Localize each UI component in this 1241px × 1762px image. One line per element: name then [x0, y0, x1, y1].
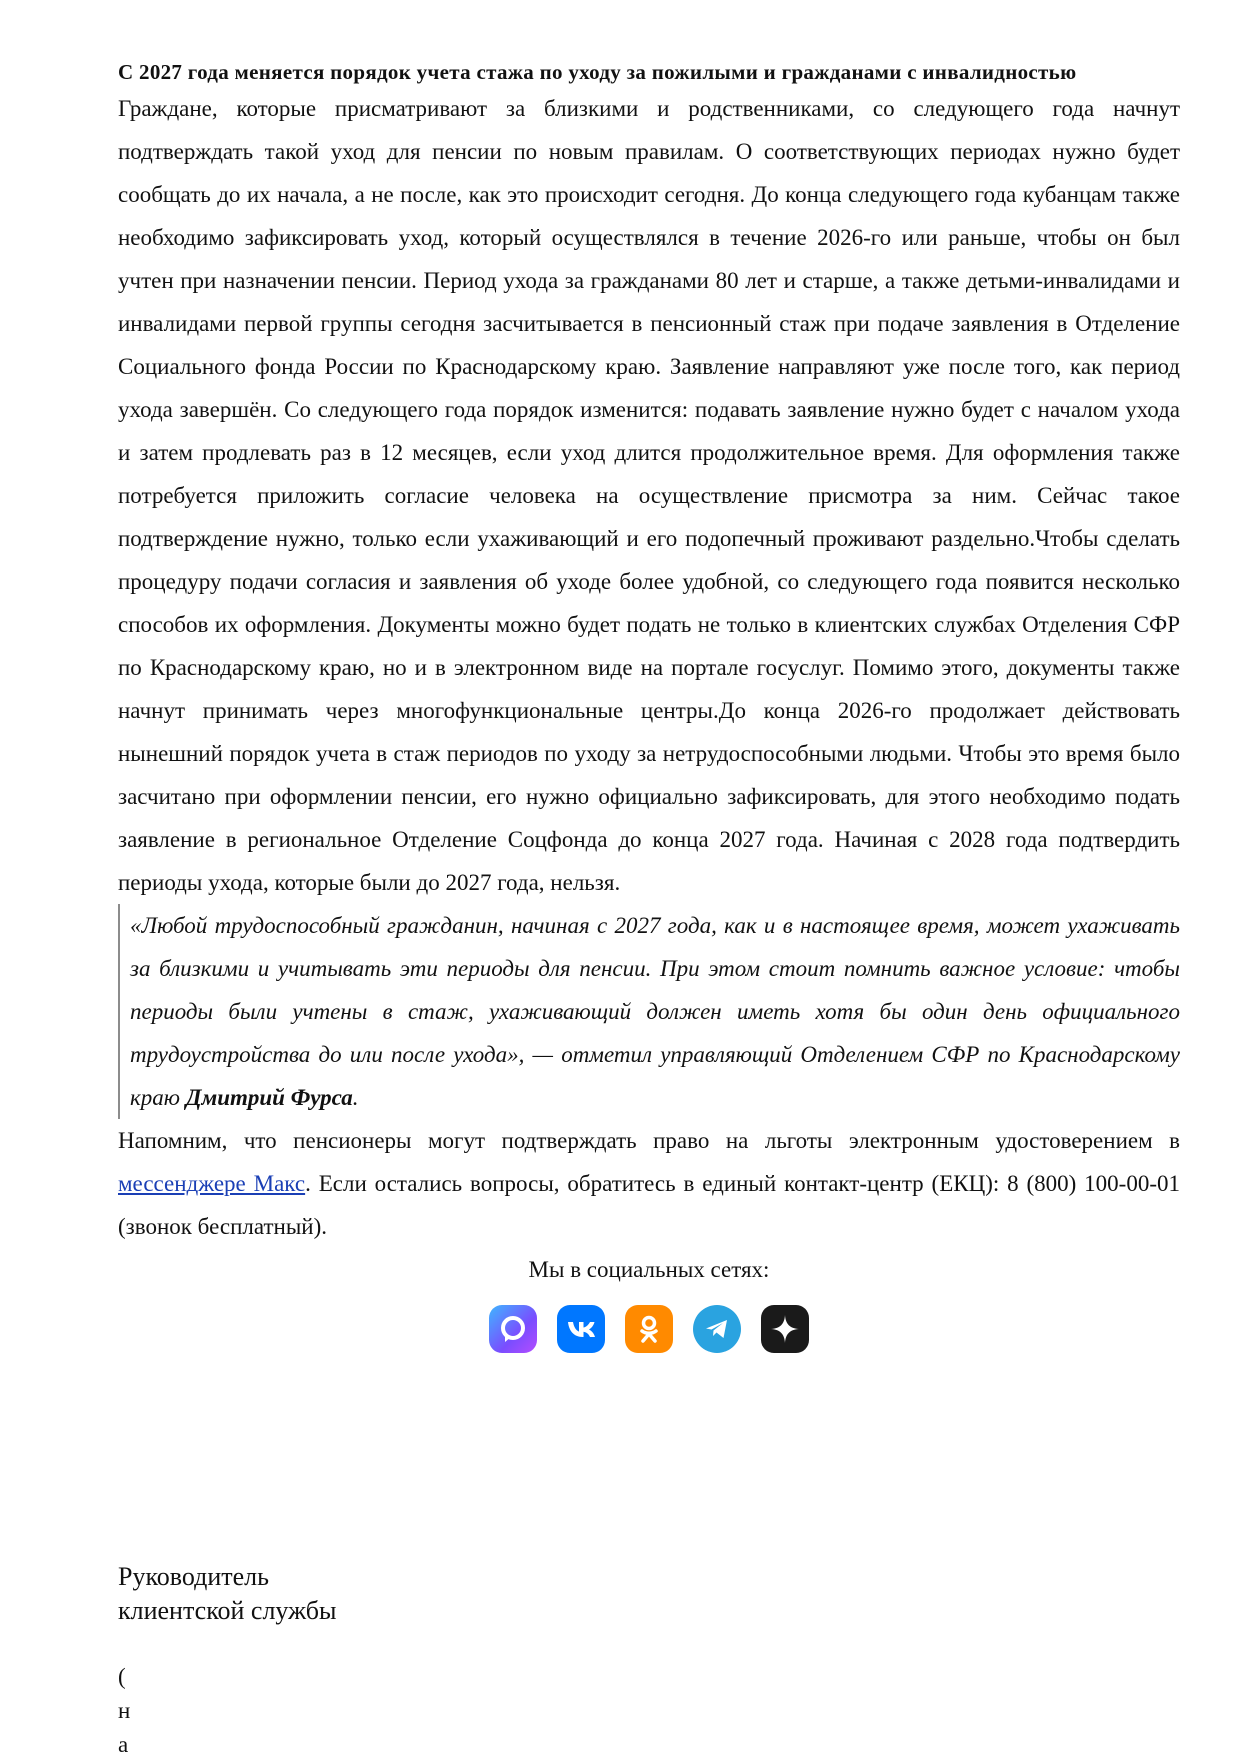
quote-block [118, 904, 1180, 1119]
article-title: С 2027 года меняется порядок учета стажа по уходу за пожилыми и гражданами с инвалидностью [118, 60, 1077, 84]
article [118, 58, 1180, 1353]
quote-end: . [352, 1085, 359, 1110]
reminder-paragraph [118, 1119, 1180, 1248]
vertical-char: ( [118, 1664, 126, 1689]
signature-position-line1: Руководитель [118, 1562, 269, 1591]
vertical-char: н [118, 1698, 131, 1723]
social-icons [118, 1305, 1180, 1353]
signature-block [118, 1560, 336, 1628]
max-icon[interactable] [489, 1305, 537, 1353]
social-title: Мы в социальных сетях: [528, 1257, 770, 1282]
reminder-text-before: Напомним, что пенсионеры могут подтверждать право на льготы электронным удостоверением в [118, 1128, 1180, 1153]
article-paragraph: Граждане, которые присматривают за близкими и родственниками, со следующего года начнут подтверждать такой уход для пенсии по новым правилам. О соответствующих периодах нужно будет сообщать до их начала, а не после, как это происходит сегодня. До конца следующего года кубанцам также необходимо зафиксировать уход, который осуществлялся в течение 2026-го или раньше, чтобы он был учтен при назначении пенсии. Период ухода за гражданами 80 лет и старше, а также детьми-инвалидами и инвалидами первой группы сегодня засчитывается в пенсионный стаж при подаче заявления в Отделение Социального фонда России по Краснодарскому краю. Заявление направляют уже после того, как период ухода завершён. Со следующего года порядок изменится: подавать заявление нужно будет с началом ухода и затем продлевать раз в 12 месяцев, если уход длится продолжительное время. Для оформления также потребуется приложить согласие человека на осуществление присмотра за ним. Сейчас такое подтверждение нужно, только если ухаживающий и его подопечный проживают раздельно.Чтобы сделать процедуру подачи согласия и заявления об уходе более удобной, со следующего года появится несколько способов их оформления. Документы можно будет подать не только в клиентских службах Отделения СФР по Краснодарскому краю, но и в электронном виде на портале госуслуг. Помимо этого, документы также начнут принимать через многофункциональные центры.До конца 2026-го продолжает действовать нынешний порядок учета в стаж периодов по уходу за нетрудоспособными людьми. Чтобы это время было засчитано при оформлении пенсии, его нужно официально зафиксировать, для этого необходимо подать заявление в региональное Отделение Соцфонда до конца 2027 года. Начиная с 2028 года подтвердить периоды ухода, которые были до 2027 года, нельзя. [118, 96, 1180, 895]
telegram-icon[interactable] [693, 1305, 741, 1353]
dzen-icon[interactable] [761, 1305, 809, 1353]
vk-icon[interactable] [557, 1305, 605, 1353]
ok-icon[interactable] [625, 1305, 673, 1353]
quote-author: Дмитрий Фурса [185, 1085, 353, 1110]
vertical-text-fragment [118, 1660, 130, 1762]
max-messenger-link[interactable]: мессенджере Макс [118, 1171, 306, 1196]
quote-text: «Любой трудоспособный гражданин, начиная с 2027 года, как и в настоящее время, может ухаживать за близкими и учитывать эти периоды для пенсии. При этом стоит помнить важное условие: чтобы периоды были учтены в стаж, ухаживающий должен иметь хотя бы один день официального трудоустройства до или после ухода», — отметил управляющий Отделением СФР по Краснодарскому краю [130, 913, 1180, 1110]
signature-position-line2: клиентской службы [118, 1596, 337, 1625]
reminder-text-after: . Если остались вопросы, обратитесь в единый контакт-центр (ЕКЦ): 8 (800) 100-00-01 (звонок бесплатный). [118, 1171, 1180, 1239]
vertical-char: а [118, 1732, 129, 1757]
